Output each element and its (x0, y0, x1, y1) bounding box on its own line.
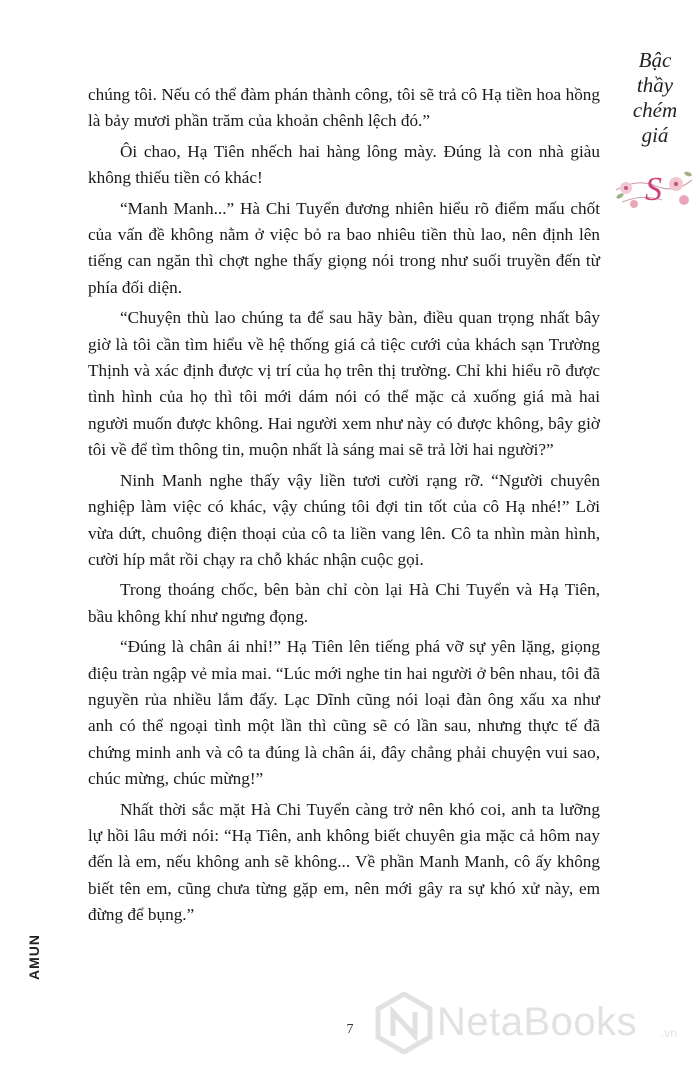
paragraph: “Manh Manh...” Hà Chi Tuyển đương nhiên hiểu rõ điểm mấu chốt của vấn đề không nằm ở việc bỏ ra bao nhiêu tiền thù lao, nên định lên tiếng can ngăn thì chợt nghe thấy giọng nói trong như suối truyền đến từ phía đối diện. (88, 198, 600, 297)
running-title-line: chém (632, 98, 678, 122)
running-title-line: thầy (636, 73, 674, 97)
body-text (88, 82, 600, 933)
paragraph: Trong thoáng chốc, bên bàn chỉ còn lại Hà Chi Tuyển và Hạ Tiên, bầu không khí như ngưng đọng. (88, 580, 600, 626)
publisher-logo (22, 928, 44, 983)
running-title-line: Bậc (638, 48, 672, 72)
running-title-line: giá (641, 123, 669, 147)
paragraph: Nhất thời sắc mặt Hà Chi Tuyển càng trở nên khó coi, anh ta lưỡng lự hồi lâu mới nói: “Hạ Tiên, anh không biết chuyên gia mặc cả hôm nay đến là em, nếu không anh sẽ không... Về phần Manh Manh, cô ấy không biết tên em, cũng chưa từng gặp em, nên mới gây ra sự khó xử này, em đừng để bụng.” (88, 799, 600, 925)
paragraph: “Đúng là chân ái nhỉ!” Hạ Tiên lên tiếng phá vỡ sự yên lặng, giọng điệu tràn ngập vẻ mỉa mai. “Lúc mới nghe tin hai người ở bên nhau, tôi đã nguyền rủa nhiều lắm đấy. Lạc Dĩnh cũng nói loại đàn ông xấu xa như anh có thể ngoại tình một lần thì cũng sẽ có lần sau, nhưng thực tế đã chứng minh anh và cô ta đúng là chân ái, đây chẳng phải chuyện vui sao, chúc mừng, chúc mừng!” (88, 637, 600, 789)
page-number: 7 (346, 1022, 354, 1037)
running-title (615, 48, 695, 148)
paragraph: Ôi chao, Hạ Tiên nhếch hai hàng lông mày. Đúng là con nhà giàu không thiếu tiền có khác! (88, 141, 600, 188)
paragraph: chúng tôi. Nếu có thể đàm phán thành công, tôi sẽ trả cô Hạ tiền hoa hồng là bảy mươi phần trăm của khoản chênh lệch đó.” (88, 85, 600, 131)
paragraph: “Chuyện thù lao chúng ta để sau hãy bàn, điều quan trọng nhất bây giờ là tôi cần tìm hiểu về hệ thống giá cả tiệc cưới của khách sạn Trường Thịnh và xác định được vị trí của họ trên thị trường. Chỉ khi hiểu rõ được tình hình của họ thì tôi mới dám nói có thể mặc cả xuống giá mà hai người muốn được không. Hai người xem như này có được không, bây giờ tôi về để tìm thông tin, muộn nhất là sáng mai sẽ trả lời hai người?” (88, 308, 600, 460)
watermark-text: NetaBooks (437, 1000, 638, 1044)
paragraph: Ninh Manh nghe thấy vậy liền tươi cười rạng rỡ. “Người chuyên nghiệp làm việc có khác, vậy chúng tôi đợi tin tốt của cô Hạ nhé!” Lời vừa dứt, chuông điện thoại của cô ta liền vang lên. Cô ta nhìn màn hình, cười híp mắt rồi chạy ra chỗ khác nhận cuộc gọi. (88, 470, 600, 569)
watermark (375, 990, 695, 1060)
publisher-logo-text: AMUN (26, 934, 42, 980)
flower-ornament-icon (612, 150, 694, 220)
watermark-suffix: .vn (661, 1026, 678, 1040)
watermark-logo-icon (375, 992, 433, 1054)
svg-text:S: S (645, 171, 662, 208)
